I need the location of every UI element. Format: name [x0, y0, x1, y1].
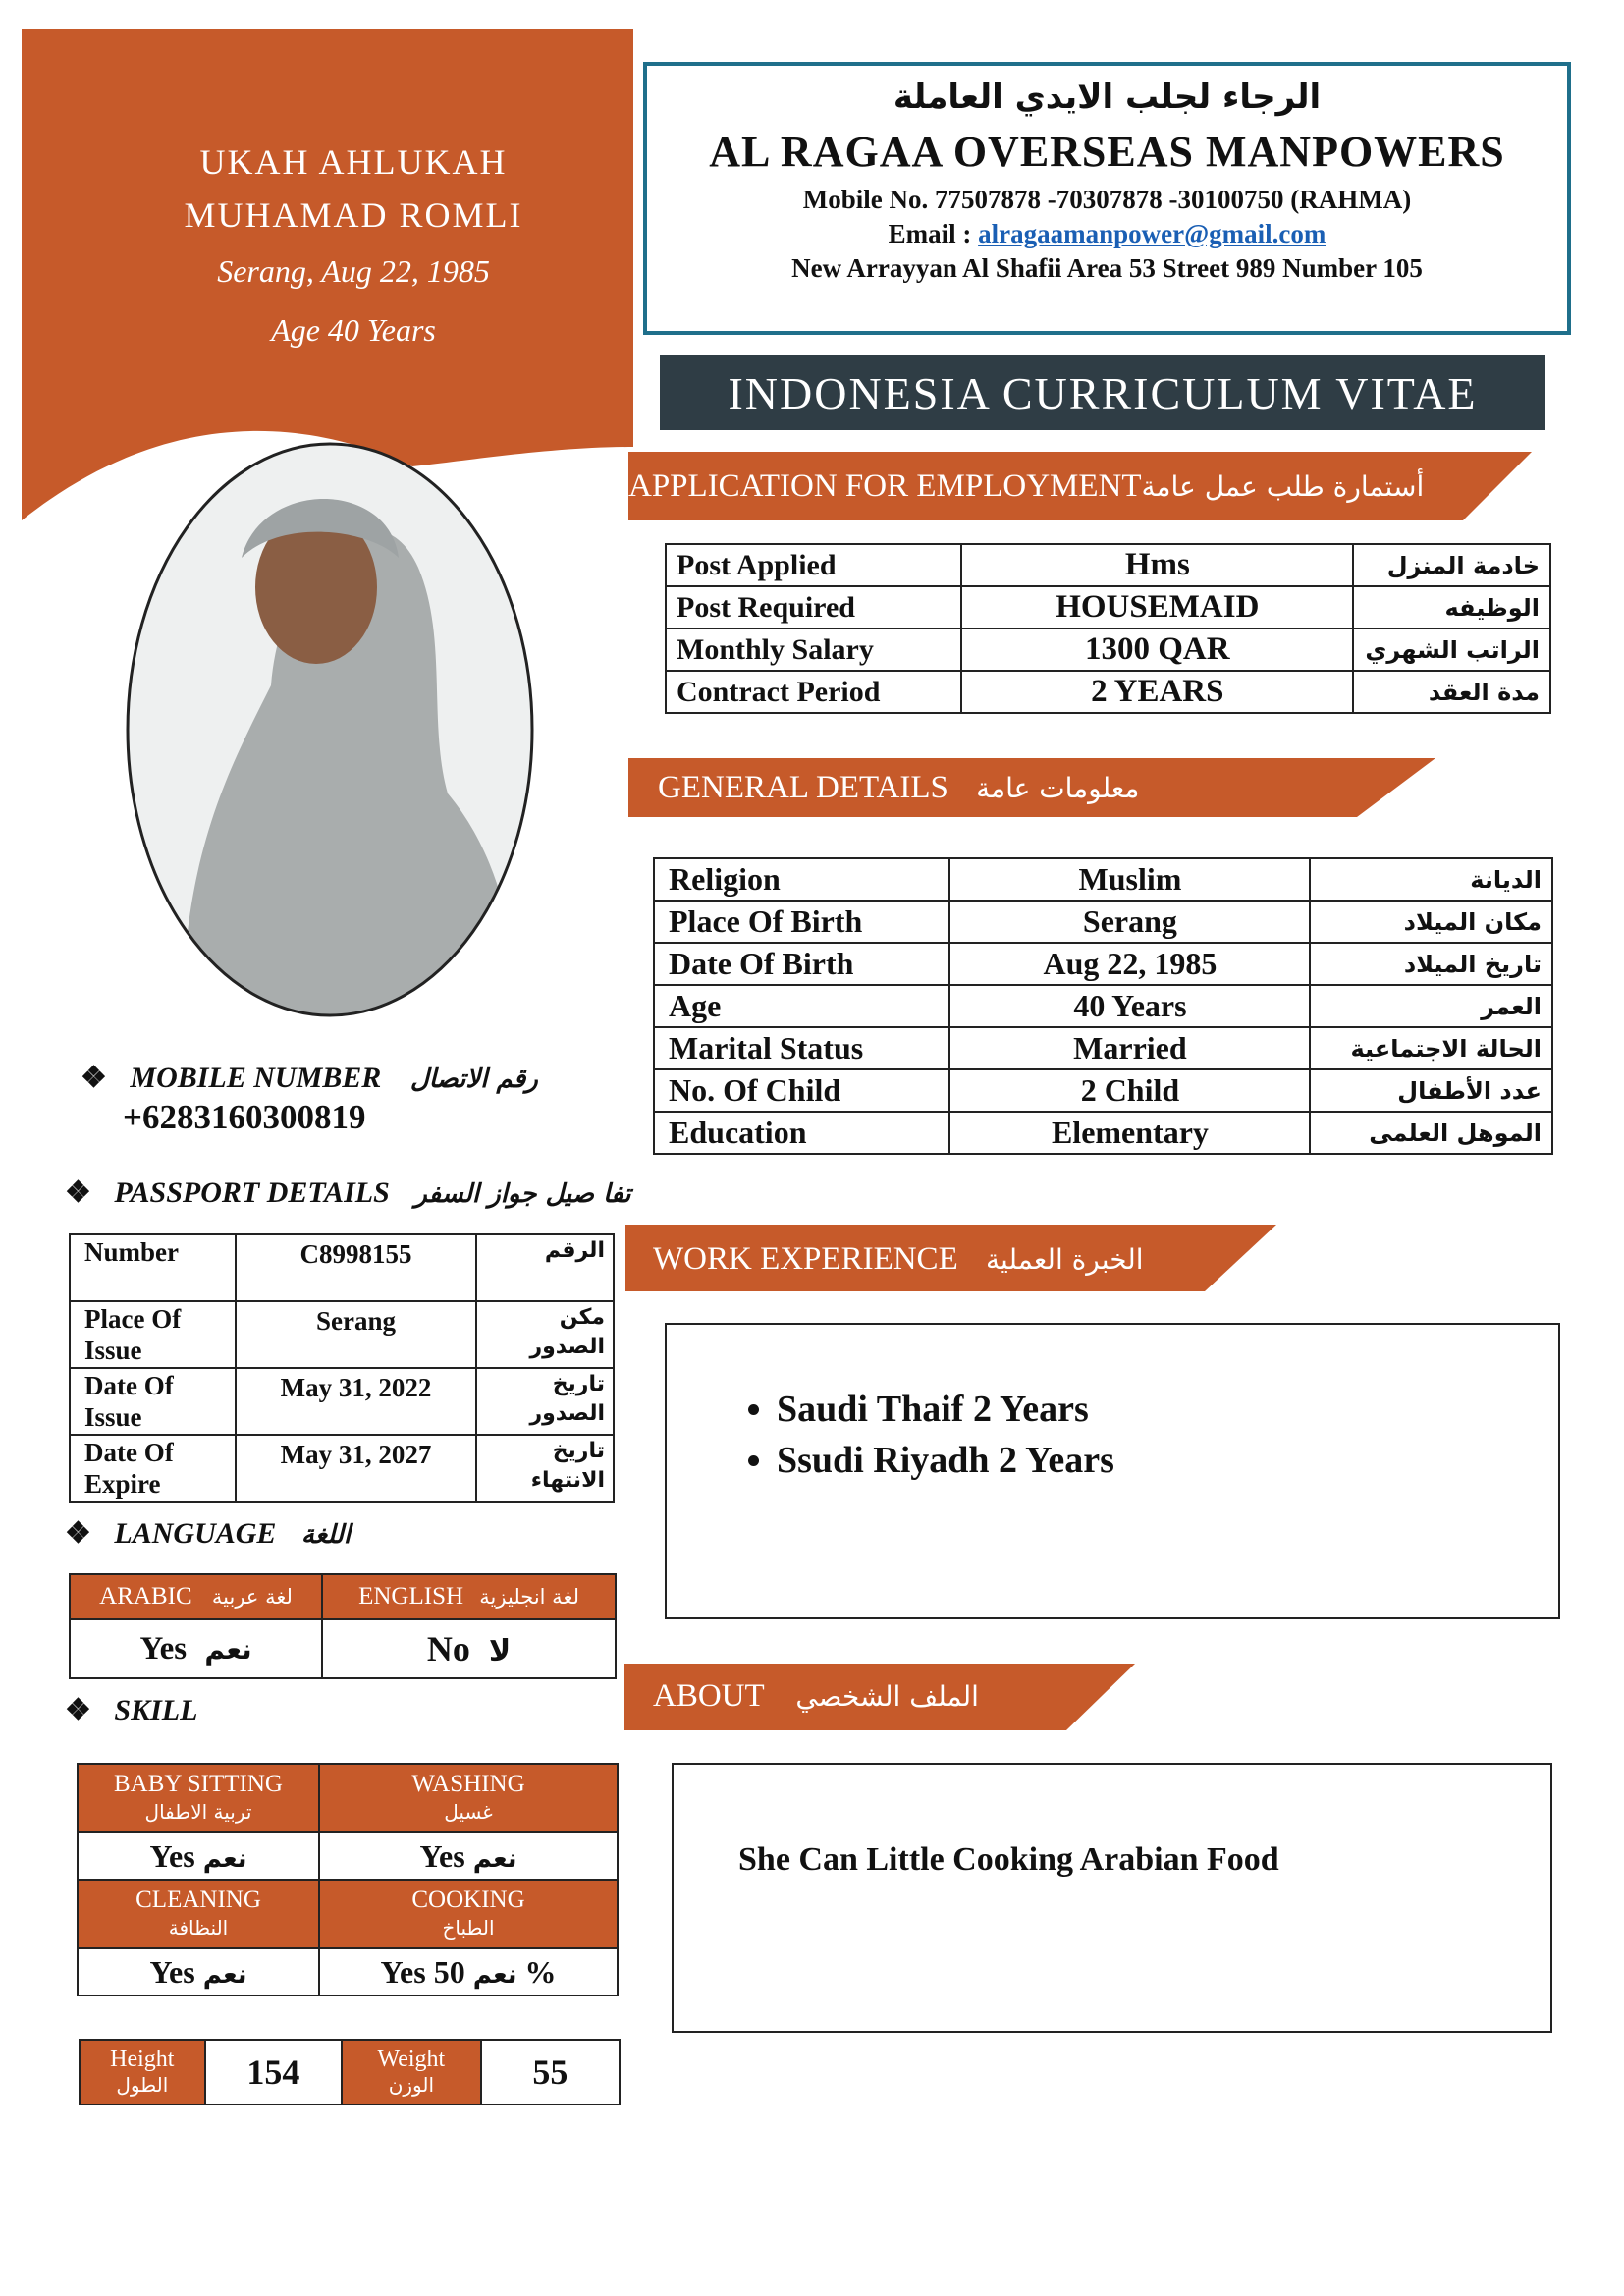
general-label-ar: مكان الميلاد [1310, 901, 1552, 943]
weight-label: Weight [377, 2047, 446, 2072]
passport-label: Date Of Expire [70, 1435, 236, 1502]
general-value: Aug 22, 1985 [949, 943, 1310, 985]
about-heading-en: ABOUT [653, 1678, 765, 1714]
application-label-ar: الوظيفه [1353, 586, 1550, 629]
skill-row [78, 1832, 618, 1880]
language-arabic-value-ar: نعم [204, 1632, 252, 1666]
general-label: No. Of Child [654, 1069, 949, 1112]
skill-row [78, 1880, 618, 1948]
passport-table [69, 1233, 615, 1503]
application-row [666, 544, 1550, 586]
general-label-ar: الحالة الاجتماعية [1310, 1027, 1552, 1069]
about-box [672, 1763, 1552, 2033]
height-value: 154 [205, 2040, 342, 2105]
skill-label-ar: الطباخ [442, 1916, 495, 1940]
application-label-ar: خادمة المنزل [1353, 544, 1550, 586]
work-heading-ar: الخبرة العملية [985, 1243, 1144, 1276]
skill-header [78, 1764, 319, 1832]
skill-value-ar: نعم [472, 1959, 517, 1990]
skill-row [78, 1764, 618, 1832]
cv-title: INDONESIA CURRICULUM VITAE [728, 368, 1478, 418]
mobile-number: +6283160300819 [123, 1098, 366, 1136]
weight-label-cell [342, 2040, 481, 2105]
work-heading-en: WORK EXPERIENCE [653, 1241, 958, 1277]
application-label: Monthly Salary [666, 629, 961, 671]
mobile-heading [81, 1061, 538, 1095]
passport-label: Place Of Issue [70, 1301, 236, 1368]
skill-value-en: Yes [149, 1953, 195, 1990]
general-label: Marital Status [654, 1027, 949, 1069]
language-heading-ar: اللغة [300, 1520, 352, 1550]
general-heading [658, 761, 1139, 814]
general-label-ar: تاريخ الميلاد [1310, 943, 1552, 985]
language-heading-en: LANGUAGE [114, 1517, 277, 1550]
application-heading-ar: أستمارة طلب عمل عامة [1141, 470, 1425, 503]
agency-address: New Arrayyan Al Shafii Area 53 Street 989 Number 105 [791, 253, 1423, 283]
skill-header [78, 1880, 319, 1948]
language-english-value-en: No [426, 1629, 470, 1668]
general-label: Education [654, 1112, 949, 1154]
general-label-ar: عدد الأطفال [1310, 1069, 1552, 1112]
skill-heading [65, 1693, 197, 1727]
application-label: Contract Period [666, 671, 961, 713]
skill-label: WASHING [411, 1771, 525, 1797]
language-heading [65, 1516, 351, 1551]
language-english-label: ENGLISH [358, 1583, 464, 1610]
general-label-ar: الديانة [1310, 858, 1552, 901]
passport-label-ar: الرقم [476, 1234, 614, 1301]
agency-email-line [647, 219, 1567, 249]
weight-label-ar: الوزن [388, 2073, 435, 2097]
candidate-name-line2: MUHAMAD ROMLI [184, 195, 523, 235]
general-row [654, 1069, 1552, 1112]
body-stats-table [79, 2039, 621, 2105]
skill-label-ar: تربية الاطفال [144, 1800, 252, 1824]
application-value: 1300 QAR [961, 629, 1353, 671]
agency-box [643, 62, 1571, 335]
general-label-ar: العمر [1310, 985, 1552, 1027]
general-label: Age [654, 985, 949, 1027]
general-label: Date Of Birth [654, 943, 949, 985]
skill-value-extra: 50 % [433, 1953, 557, 1990]
cv-title-banner [660, 355, 1545, 430]
general-row [654, 858, 1552, 901]
application-row [666, 586, 1550, 629]
application-label-ar: مدة العقد [1353, 671, 1550, 713]
general-heading-ar: معلومات عامة [976, 772, 1140, 804]
language-arabic-label-ar: لغة عربية [211, 1585, 293, 1609]
general-value: Serang [949, 901, 1310, 943]
general-value: Married [949, 1027, 1310, 1069]
skill-value-en: Yes [419, 1837, 465, 1874]
passport-label-ar: تاريخ الانتهاء [476, 1435, 614, 1502]
agency-email-link[interactable]: alragaamanpower@gmail.com [978, 219, 1326, 248]
passport-value: May 31, 2022 [236, 1368, 477, 1435]
skill-heading-en: SKILL [114, 1694, 198, 1726]
skill-label-ar: غسيل [444, 1800, 493, 1824]
skill-label-ar: النظافة [168, 1916, 229, 1940]
application-table [665, 543, 1551, 714]
application-label: Post Applied [666, 544, 961, 586]
skill-value-ar: نعم [202, 1959, 247, 1990]
application-heading-en: APPLICATION FOR EMPLOYMENT [628, 468, 1142, 504]
general-value: 2 Child [949, 1069, 1310, 1112]
candidate-birth: Serang, Aug 22, 1985 [217, 253, 490, 289]
general-value: Muslim [949, 858, 1310, 901]
agency-mobile: Mobile No. 77507878 -70307878 -30100750 (RAHMA) [802, 185, 1412, 214]
agency-arabic-name: الرجاء لجلب الايدي العاملة [893, 78, 1322, 117]
passport-label: Date Of Issue [70, 1368, 236, 1435]
application-row [666, 629, 1550, 671]
language-english-value-ar: لا [488, 1634, 512, 1668]
mobile-label: MOBILE NUMBER [130, 1062, 382, 1094]
general-table [653, 857, 1553, 1155]
candidate-name-line1: UKAH AHLUKAH [199, 142, 508, 182]
skill-label: BABY SITTING [114, 1771, 283, 1797]
skill-value-en: Yes [380, 1953, 426, 1990]
skill-value [78, 1832, 319, 1880]
about-text: She Can Little Cooking Arabian Food [738, 1841, 1279, 1878]
agency-name: AL RAGAA OVERSEAS MANPOWERS [709, 128, 1505, 176]
application-row [666, 671, 1550, 713]
passport-label: Number [70, 1234, 236, 1301]
general-label: Religion [654, 858, 949, 901]
application-label: Post Required [666, 586, 961, 629]
candidate-name [108, 136, 599, 242]
height-label-ar: الطول [116, 2073, 169, 2097]
general-row [654, 985, 1552, 1027]
work-experience-list [667, 1384, 1558, 1486]
about-heading [653, 1669, 979, 1722]
skill-row [78, 1948, 618, 1995]
passport-heading-en: PASSPORT DETAILS [114, 1176, 390, 1209]
language-arabic-label: ARABIC [99, 1583, 192, 1610]
general-heading-en: GENERAL DETAILS [658, 770, 948, 805]
mobile-label-ar: رقم الاتصال [409, 1065, 538, 1094]
skill-table [77, 1763, 619, 1996]
language-table [69, 1573, 617, 1679]
skill-label: COOKING [411, 1886, 525, 1913]
language-english-header [322, 1574, 616, 1619]
height-label-cell [80, 2040, 205, 2105]
passport-value: May 31, 2027 [236, 1435, 477, 1502]
language-english-value [322, 1619, 616, 1678]
general-label-ar: الموهل العلمى [1310, 1112, 1552, 1154]
application-heading [628, 460, 1424, 513]
passport-value: C8998155 [236, 1234, 477, 1301]
skill-value-ar: نعم [472, 1843, 517, 1874]
candidate-photo [124, 440, 536, 1019]
passport-row [70, 1234, 614, 1301]
general-value: 40 Years [949, 985, 1310, 1027]
candidate-age: Age 40 Years [271, 312, 436, 348]
passport-value: Serang [236, 1301, 477, 1368]
passport-heading [65, 1175, 630, 1210]
agency-email-label: Email : [888, 219, 972, 248]
skill-value-ar: نعم [202, 1843, 247, 1874]
general-row [654, 1027, 1552, 1069]
application-value: Hms [961, 544, 1353, 586]
skill-value [78, 1948, 319, 1995]
language-arabic-value-en: Yes [139, 1630, 188, 1667]
work-experience-item: • Ssudi Riyadh 2 Years [777, 1435, 1558, 1486]
passport-heading-ar: تفا صيل جواز السفر [414, 1179, 631, 1209]
language-arabic-value [70, 1619, 322, 1678]
weight-value: 55 [481, 2040, 620, 2105]
passport-row [70, 1368, 614, 1435]
skill-value-en: Yes [149, 1837, 195, 1874]
application-label-ar: الراتب الشهري [1353, 629, 1550, 671]
application-value: HOUSEMAID [961, 586, 1353, 629]
skill-header [319, 1764, 618, 1832]
general-row [654, 901, 1552, 943]
skill-header [319, 1880, 618, 1948]
general-row [654, 943, 1552, 985]
height-label: Height [110, 2047, 175, 2072]
application-value: 2 YEARS [961, 671, 1353, 713]
general-label: Place Of Birth [654, 901, 949, 943]
language-arabic-header [70, 1574, 322, 1619]
language-english-label-ar: لغة انجليزية [479, 1585, 579, 1609]
work-experience-item: • Saudi Thaif 2 Years [777, 1384, 1558, 1435]
general-row [654, 1112, 1552, 1154]
about-heading-ar: الملف الشخصي [795, 1680, 979, 1713]
passport-label-ar: تاريخ الصدور [476, 1368, 614, 1435]
passport-row [70, 1435, 614, 1502]
passport-row [70, 1301, 614, 1368]
skill-label: CLEANING [135, 1886, 261, 1913]
general-value: Elementary [949, 1112, 1310, 1154]
work-experience-box [665, 1323, 1560, 1619]
passport-label-ar: مكن الصدور [476, 1301, 614, 1368]
work-heading [653, 1232, 1144, 1285]
skill-value [319, 1948, 618, 1995]
skill-value [319, 1832, 618, 1880]
